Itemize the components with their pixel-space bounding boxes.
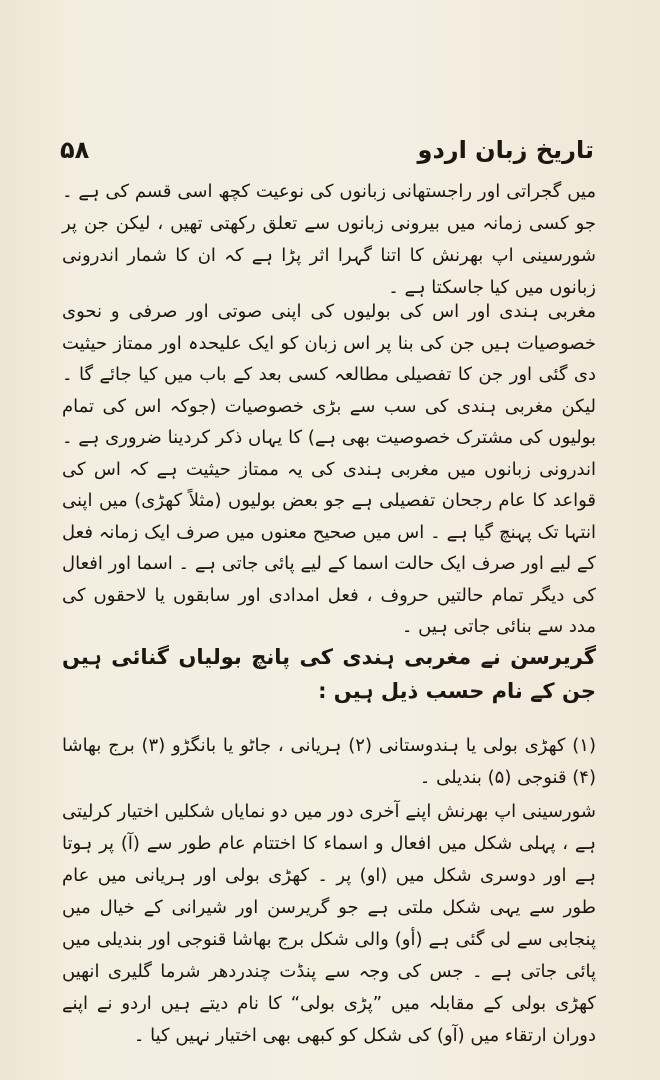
running-title: تاریخ زبان اردو (417, 136, 594, 164)
paragraph-5 (62, 796, 596, 1052)
paragraph-1 (62, 176, 596, 304)
page-header (60, 136, 594, 170)
paragraph-text: میں گجراتی اور راجستھانی زبانوں کی نوعیت کچھ اسی قسم کی ہے ۔ جو کسی زمانہ میں بیرونی زبانوں سے تعلق رکھتی تھیں ، لیکن جن پر شورسینی اپ بھرنش کا اتنا گہرا اثر پڑا ہے کہ ان کا شمار اندرونی زبانوں میں کیا جاسکتا ہے ۔ (62, 181, 596, 298)
paragraph-text: مغربی ہندی اور اس کی بولیوں کی اپنی صوتی اور صرفی و نحوی خصوصیات ہیں جن کی بنا پر اس زبان کو ایک علیحدہ اور ممتاز حیثیت دی گئی اور جن کا تفصیلی مطالعہ کسی بعد کے باب میں کیا جائے گا ۔ لیکن مغربی ہندی کی سب سے بڑی خصوصیات (جوکہ اس کی تمام بولیوں کی مشترک خصوصیت بھی ہے) کا یہاں ذکر کردینا ضروری ہے ۔ اندرونی زبانوں میں مغربی ہندی کی یہ ممتاز حیثیت ہے کہ اس کی قواعد کا عام رجحان تفصیلی ہے جو بعض بولیوں (مثلاً کھڑی) میں اپنی انتہا تک پہنچ گیا ہے ۔ اس میں صحیح معنوں میں صرف ایک زمانہ فعل کے لیے اور صرف ایک حالت اسما کے لیے پائی جاتی ہے ۔ اسما اور افعال کی دیگر تمام حالتیں حروف ، فعل امدادی اور سابقوں یا لاحقوں کی مدد سے بنائی جاتی ہیں ۔ (62, 301, 596, 637)
paragraph-2 (62, 296, 596, 643)
paragraph-text: (۱) کھڑی بولی یا ہندوستانی (۲) ہریانی ، جاٹو یا بانگڑو (۳) برج بھاشا (۴) قنوجی (۵) بندیلی ۔ (62, 735, 596, 788)
paragraph-3-heading (62, 640, 596, 708)
dialect-list (62, 730, 596, 794)
paragraph-text: گریرسن نے مغربی ہندی کی پانچ بولیاں گنائی ہیں جن کے نام حسب ذیل ہیں : (62, 645, 596, 703)
page-number: ۵۸ (60, 136, 90, 164)
paragraph-text: شورسینی اپ بھرنش اپنے آخری دور میں دو نمایاں شکلیں اختیار کرلیتی ہے ، پہلی شکل میں افعال و اسماء کا اختتام عام طور سے (آ) پر ہوتا ہے اور دوسری شکل میں (او) پر ۔ کھڑی بولی اور ہریانی میں عام طور سے یہی شکل ملتی ہے جو گریرسن اور شیرانی کے خیال میں پنجابی سے لی گئی ہے (أو) والی شکل برج بھاشا قنوجی اور بندیلی میں پائی جاتی ہے ۔ جس کی وجہ سے پنڈت چندردھر شرما گلیری انھیں کھڑی بولی کے مقابلہ میں ”پڑی بولی“ کا نام دیتے ہیں اردو نے اپنے دوران ارتقاء میں (آو) کی شکل کو کبھی بھی اختیار نہیں کیا ۔ (62, 801, 596, 1046)
